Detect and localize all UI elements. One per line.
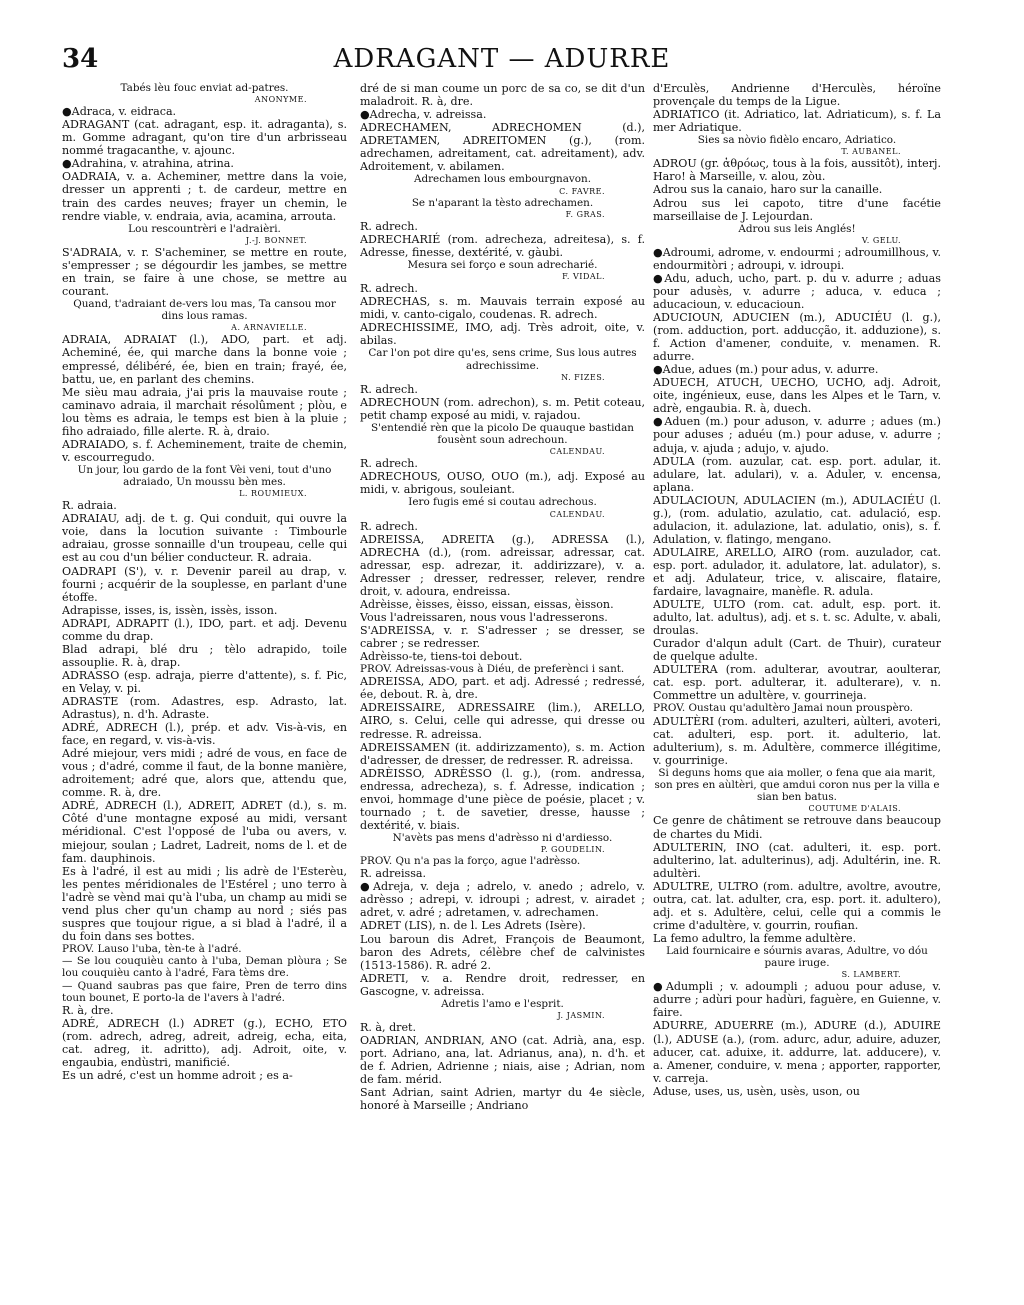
dictionary-entry: ADULAIRE, ARELLO, AIRO (rom. auzulador, cat. esp. port. adulador, it. adulatore, lat. adulator), s. et adj. Adulateur, trice, v. aliscaire, flataire, fardaire, lavagnaire, manèfle. R. adula. — [653, 545, 941, 599]
dictionary-entry: ●Adrahina, v. atrahina, atrina. — [62, 157, 234, 171]
dictionary-entry: Aduse, uses, us, usèn, usès, uson, ou — [653, 1084, 860, 1098]
citation-quote: Lou rescountrèri e l'adraièri. — [128, 222, 281, 235]
page-number: 34 — [62, 44, 99, 74]
citation-author: F. GRAS. — [565, 209, 605, 219]
dictionary-entry: OADRIAN, ANDRIAN, ANO (cat. Adrià, ana, esp. port. Adriano, ana, lat. Adrianus, ana), n. d'h. et de f. Adrien, Adrienne ; niais, aise ; Adrian, nom de fam. mérid. — [360, 1034, 645, 1087]
dictionary-entry: R. adreissa. — [360, 867, 427, 881]
dictionary-entry: ADRECHOUN (rom. adrechon), s. m. Petit coteau, petit champ exposé au midi, v. rajadou. — [360, 395, 645, 422]
dictionary-entry: S'ADRAIA, v. r. S'acheminer, se mettre en route, s'empresser ; se dégourdir les jambes, se mettre en train, se faire à une chose, se mettre au courant. — [62, 245, 347, 298]
citation-author: P. GOUDELIN. — [540, 845, 605, 855]
dictionary-entry: ADUECH, ATUCH, UECHO, UCHO, adj. Adroit, oite, ingénieux, euse, dans les Alpes et le Tarn, v. adrè, engaubia. R. à, duech. — [653, 376, 941, 416]
dictionary-entry: Ce genre de châtiment se retrouve dans beaucoup de chartes du Midi. — [653, 814, 941, 841]
dictionary-entry: La femo adultro, la femme adultère. — [653, 931, 857, 945]
citation-quote: Un jour, lou gardo de la font Vèi veni, tout d'uno adraiado, Un moussu bèn mes. — [77, 463, 332, 489]
dictionary-entry: R. à, dret. — [360, 1020, 417, 1034]
dictionary-entry: ADRÈISSO, ADRÈSSO (l. g.), (rom. andressa, endressa, adrecheza), s. f. Adresse, indication ; envoi, hommage d'une pièce de poésie, placet ; v. tournado ; t. de savetier, dresse, hausse ; dextérité, v. biais. — [360, 766, 645, 832]
citation-quote: Iero fugis emé si coutau adrechous. — [408, 496, 597, 509]
citation-quote: Mesura sei forço e soun adrecharié. — [407, 258, 598, 271]
citation-author: ANONYME. — [254, 95, 307, 105]
dictionary-entry: R. à, dre. — [62, 1003, 114, 1017]
citation-quote: Se n'aparant la tèsto adrechamen. — [411, 196, 594, 209]
citation-author: T. AUBANEL. — [841, 147, 901, 157]
citation-quote: Car l'on pot dire qu'es, sens crime, Sus lous autres adrechissime. — [368, 347, 637, 372]
dictionary-entry: Adrapisse, isses, is, issèn, issès, isson. — [62, 603, 278, 617]
dictionary-entry: ADULTRE, ULTRO (rom. adultre, avoltre, avoutre, outra, cat. lat. adulter, cra, esp. port. it. adultero), adj. et s. Adultère, celui, celle qui a commis le crime d'adultère, v. gourrin, roufian. — [653, 879, 941, 932]
dictionary-entry: ADRECHAMEN, ADRECHOMEN (d.), ADRETAMEN, ADREITOMEN (g.), (rom. adrechamen, adreitament, cat. adreitament), adv. Adroitement, v. abilamen. — [360, 121, 645, 174]
dictionary-entry: ADULTE, ULTO (rom. cat. adult, esp. port. it. adulto, lat. adultus), adj. et s. t. sc. Adulte, v. abali, droulas. — [653, 598, 941, 638]
citation-author: CALENDAU. — [549, 509, 605, 519]
citation-author: CALENDAU. — [549, 447, 605, 457]
dictionary-entry: PROV. Lauso l'uba, tèn-te à l'adré. — [62, 942, 242, 955]
citation-quote: S'entendié rèn que la picolo De quauque bastidan fousènt soun adrechoun. — [371, 421, 634, 447]
dictionary-entry: ADRET (LIS), n. de l. Les Adrets (Isère). — [360, 919, 586, 933]
dictionary-entry: R. adrech. — [360, 282, 418, 296]
dictionary-entry: ●Adroumi, adrome, v. endourmi ; adroumillhous, v. endourmitòri ; adroupi, v. idroupi. — [653, 245, 941, 272]
dictionary-entry: ●Adue, adues (m.) pour adus, v. adurre. — [653, 363, 879, 377]
dictionary-entry: ●Adraca, v. eidraca. — [62, 105, 177, 119]
dictionary-entry: ●Adu, aduch, ucho, part. p. du v. adurre ; aduas pour adusès, v. adurre ; aduca, v. educa ; aducacioun, v. educacioun. — [653, 271, 941, 312]
citation-author: C. FAVRE. — [559, 186, 605, 196]
dictionary-entry: ADRETI, v. a. Rendre droit, redresser, en Gascogne, v. adreissa. — [360, 971, 645, 998]
dictionary-entry: ADURRE, ADUERRE (m.), ADURE (d.), ADUIRE (l.), ADUSE (a.), (rom. adurc, adur, aduire, aduzer, aducer, cat. aduixe, it. addurre, lat. adducere), v. a. Amener, conduire, v. mena ; apporter, rapporter, v. carreja. — [653, 1019, 941, 1085]
running-head: ADRAGANT — ADURRE — [333, 44, 671, 74]
citation-quote: Quand, t'adraiant de-vers lou mas, Ta cansou mor dins lous ramas. — [73, 298, 336, 323]
citation-author: COUTUME D'ALAIS. — [808, 804, 901, 814]
dictionary-entry: ADULTÈRI (rom. adulteri, azulteri, aùlteri, avoteri, cat. adulteri, esp. port. it. adulterio, lat. adulterium), s. m. Adultère, commerce illégitime, v. gourrinige. — [653, 714, 941, 767]
dictionary-entry: ADRAPI, ADRAPIT (l.), IDO, part. et adj. Devenu comme du drap. — [62, 616, 347, 643]
dictionary-entry: OADRAIA, v. a. Acheminer, mettre dans la voie, dresser un apprenti ; t. de cardeur, mettre en train des cardes neuves; frayer un chemin, le rendre viable, v. endraia, avia, acamina, arrouta. — [62, 170, 347, 223]
dictionary-entry: Lou baroun dis Adret, François de Beaumont, baron des Adrets, célèbre chef de calvinistes (1513-1586). R. adré 2. — [360, 932, 645, 972]
dictionary-entry: ADROU (gr. ἁθρόως, tous à la fois, aussitôt), interj. Haro! à Marseille, v. alou, zòu. — [653, 157, 941, 184]
dictionary-entry: d'Erculès, Andrienne d'Herculès, héroïne provençale du temps de la Ligue. — [653, 82, 941, 109]
dictionary-entry: S'ADREISSA, v. r. S'adresser ; se dresser, se cabrer ; se redresser. — [360, 623, 645, 651]
dictionary-entry: ADULTERIN, INO (cat. adulteri, it. esp. port. adulterino, lat. adulterinus), adj. Adultérin, ine. R. adultèri. — [653, 840, 941, 880]
dictionary-entry: Curador d'alqun adult (Cart. de Thuir), curateur de quelque adulte. — [653, 637, 941, 664]
dictionary-entry: ADREISSA, ADO, part. et adj. Adressé ; redressé, ée, debout. R. à, dre. — [360, 675, 645, 702]
dictionary-entry: ADRAGANT (cat. adragant, esp. it. adraganta), s. m. Gomme adragant, qu'on tire d'un arbrisseau nommé tragacanthe, v. ajounc. — [62, 118, 347, 158]
dictionary-entry: Me sièu mau adraia, j'ai pris la mauvaise route ; caminavo adraia, il marchait résolûment ; plòu, e lou tèms es adraia, le temps est bien à la pluie ; fiho adraiado, fille alerte. R. à, draio. — [62, 385, 347, 438]
citation-author: A. ARNAVIELLE. — [231, 323, 307, 333]
dictionary-entry: ADREISSA, ADREITA (g.), ADRESSA (l.), ADRECHA (d.), (rom. adreissar, adressar, cat. adressar, esp. adrezar, it. addirizzare), v. a. Adresser ; dresser, redresser, relever, rendre droit, v. adoura, endreissa. — [360, 532, 645, 598]
dictionary-entry: Blad adrapi, blé dru ; tèlo adrapido, toile assouplie. R. à, drap. — [62, 642, 347, 669]
dictionary-entry: Es un adré, c'est un homme adroit ; es a- — [62, 1069, 293, 1083]
dictionary-entry: PROV. Adreissas-vous à Diéu, de preferènci i sant. — [360, 663, 625, 676]
citation-author: J.-J. BONNET. — [245, 235, 307, 245]
dictionary-entry: R. adrech. — [360, 457, 418, 471]
dictionary-entry: R. adraia. — [62, 499, 117, 513]
dictionary-entry: ADREISSAIRE, ADRESSAIRE (lim.), ARELLO, AIRO, s. Celui, celle qui adresse, qui dresse ou redresse. R. adreissa. — [360, 701, 645, 741]
dictionary-entry: Es à l'adré, il est au midi ; lis adrè de l'Esterèu, les pentes méridionales de l'Estérel ; uno terro à l'adrè se vènd mai qu'à l'uba, un champ au midi se vend plus cher qu'un champ au nord ; siés pas suspres que toujour rigue, a si blad à l'adré, il a du foin dans ses bottes. — [62, 864, 347, 943]
dictionary-entry: Vous l'adreissaren, nous vous l'adresserons. — [360, 610, 608, 624]
dictionary-entry: ADREISSAMEN (it. addirizzamento), s. m. Action d'adresser, de dresser, de redresser. R. adreissa. — [360, 740, 645, 767]
dictionary-entry: ADULACIOUN, ADULACIEN (m.), ADULACIÉU (l. g.), (rom. adulatio, azulatio, cat. adulació, esp. adulacion, it. adulazione, lat. adulatio, onis), s. f. Adulation, v. flatingo, mengano. — [653, 493, 941, 546]
dictionary-entry: ADULA (rom. auzular, cat. esp. port. adular, it. adulare, lat. adulari), v. a. Aduler, v. encensa, aplana. — [653, 454, 941, 494]
dictionary-entry: ADRIATICO (it. Adriatico, lat. Adriaticum), s. f. La mer Adriatique. — [653, 108, 941, 135]
dictionary-entry: ADRAIA, ADRAIAT (l.), ADO, part. et adj. Acheminé, ée, qui marche dans la bonne voie ; empressé, délibéré, ée, bien en train; frayé, ée, battu, ue, en parlant des chemins. — [62, 333, 347, 386]
citation-quote: Si deguns homs que aia moller, o fena que aia marit, son pres en aùltèri, que amdui coron nus per la villa e sian ben batus. — [654, 766, 940, 804]
dictionary-entry: PROV. Qu n'a pas la forço, ague l'adrèsso. — [360, 855, 581, 868]
citation-quote: Adrou sus leis Anglés! — [738, 222, 856, 235]
dictionary-entry: Adrou sus lei capoto, titre d'une facétie marseillaise de J. Lejourdan. — [653, 196, 941, 223]
citation-quote: Adretis l'amo e l'esprit. — [441, 997, 564, 1010]
dictionary-entry: ADRECHAS, s. m. Mauvais terrain exposé au midi, v. canto-cigalo, coudenas. R. adrech. — [360, 295, 645, 322]
citation-quote: Laid fournicaire e sóurnis avaras, Adultre, vo dóu paure iruge. — [666, 944, 928, 970]
dictionary-entry: Adré miejour, vers midi ; adré de vous, en face de vous ; d'adré, comme il faut, de la bonne manière, adroitement; adré que, alors que, attendu que, comme. R. à, dre. — [62, 747, 347, 800]
dictionary-entry: Adrèisse, èisses, èisso, eissan, eissas, èisson. — [360, 597, 614, 611]
dictionary-entry: ADUCIOUN, ADUCIEN (m.), ADUCIÉU (l. g.), (rom. adduction, port. adducção, it. adduzione), s. f. Action d'amener, conduite, v. menamen. R. adurre. — [653, 311, 941, 364]
dictionary-entry: — Quand saubras pas que faire, Pren de terro dins toun bounet, E porto-la de l'avers à l'adré. — [62, 979, 347, 1004]
dictionary-entry: PROV. Oustau qu'adultèro Jamai noun prouspèro. — [653, 702, 913, 715]
dictionary-entry: OADRAPI (S'), v. r. Devenir pareil au drap, v. fourni ; acquérir de la souplesse, en parlant d'une étoffe. — [62, 564, 347, 604]
citation-quote: Sies sa nòvio fidèlo encaro, Adriatico. — [697, 134, 897, 147]
citation-author: S. LAMBERT. — [841, 970, 901, 980]
dictionary-entry: R. adrech. — [360, 219, 418, 233]
dictionary-entry: ADULTERA (rom. adulterar, avoutrar, aoulterar, cat. esp. port. adulterar, it. adulterare), v. n. Commettre un adultère, v. gourrineja. — [653, 663, 941, 703]
dictionary-entry: ADRECHARIÉ (rom. adrecheza, adreitesa), s. f. Adresse, finesse, dextérité, v. gàubi. — [360, 232, 645, 259]
dictionary-entry: ADRÉ, ADRECH (l.), ADREIT, ADRET (d.), s. m. Côté d'une montagne exposé au midi, versant méridional. C'est l'opposé de l'uba ou avers, v. miejour, soulan ; Ladret, Ladreit, noms de l. et de fam. dauphinois. — [62, 799, 347, 865]
dictionary-entry: ●Aduen (m.) pour aduson, v. adurre ; adues (m.) pour aduses ; aduéu (m.) pour aduse, v. adurre ; aduja, v. ajuda ; adujo, v. ajudo. — [653, 415, 941, 455]
dictionary-entry: ADRÉ, ADRECH (l.), prép. et adv. Vis-à-vis, en face, en regard, v. vis-à-vis. — [62, 721, 347, 748]
citation-quote: Adrechamen lous embourgnavon. — [413, 173, 592, 186]
dictionary-entry: ADRECHOUS, OUSO, OUO (m.), adj. Exposé au midi, v. abrigous, souleiant. — [360, 470, 645, 497]
dictionary-entry: R. adrech. — [360, 519, 418, 533]
citation-author: L. ROUMIEUX. — [239, 489, 307, 499]
citation-author: V. GELU. — [861, 235, 901, 245]
dictionary-entry: ADRECHISSIME, IMO, adj. Très adroit, oite, v. abilas. — [360, 321, 645, 348]
dictionary-entry: ADRASTE (rom. Adastres, esp. Adrasto, lat. Adrastus), n. d'h. Adraste. — [62, 695, 347, 722]
dictionary-entry: ADRASSO (esp. adraja, pierre d'attente), s. f. Pic, en Velay, v. pi. — [62, 668, 347, 695]
citation-quote: Tabés lèu fouc enviat ad-patres. — [120, 82, 289, 94]
dictionary-entry: Sant Adrian, saint Adrien, martyr du 4e siècle, honoré à Marseille ; Andriano — [360, 1086, 645, 1113]
dictionary-entry: — Se lou couquièu canto à l'uba, Deman plòura ; Se lou couquièu canto à l'adré, Fara tèms dre. — [62, 955, 347, 980]
page-header — [62, 44, 942, 78]
citation-author: F. VIDAL. — [562, 272, 605, 282]
column-2 — [360, 82, 645, 1282]
column-3 — [653, 82, 941, 1282]
dictionary-entry: ●Adreja, v. deja ; adrelo, v. anedo ; adrelo, v. adrèsso ; adrepi, v. idroupi ; adrest, v. airadet ; adret, v. adré ; adretamen, v. adrechamen. — [360, 880, 645, 920]
dictionary-entry: ●Adrecha, v. adreissa. — [360, 108, 487, 122]
dictionary-entry: ADRAIAU, adj. de t. g. Qui conduit, qui ouvre la voie, dans la locution suivante : Timbourle adraiau, grosse sonnaille d'un troupeau, celle qui est au cou d'un bélier conducteur. R. adraia. — [62, 512, 347, 565]
dictionary-entry: dré de si man coume un porc de sa co, se dit d'un maladroit. R. à, dre. — [360, 82, 645, 109]
citation-author: J. JASMIN. — [557, 1010, 605, 1020]
dictionary-entry: Adrou sus la canaio, haro sur la canaille. — [653, 183, 883, 197]
citation-author: N. FIZES. — [561, 372, 605, 382]
dictionary-entry: ADRAIADO, s. f. Acheminement, traite de chemin, v. escourregudo. — [62, 437, 347, 464]
dictionary-entry: ADRÉ, ADRECH (l.) ADRET (g.), ECHO, ETO (rom. adrech, adreg, adreit, adreig, echa, eita, cat. adreg, it. adritto), adj. Adroit, oite, v. engaubia, endùstri, manificié. — [62, 1016, 347, 1070]
dictionary-entry: R. adrech. — [360, 382, 418, 396]
dictionary-entry: ●Adumpli ; v. adoumpli ; aduou pour aduse, v. adurre ; adùri pour hadùri, faguère, en Guienne, v. faire. — [653, 980, 941, 1020]
citation-quote: N'avèts pas mens d'adrèsso ni d'ardiesso. — [392, 831, 613, 844]
dictionary-entry: Adrèisso-te, tiens-toi debout. — [360, 650, 523, 664]
column-1 — [62, 82, 347, 1282]
